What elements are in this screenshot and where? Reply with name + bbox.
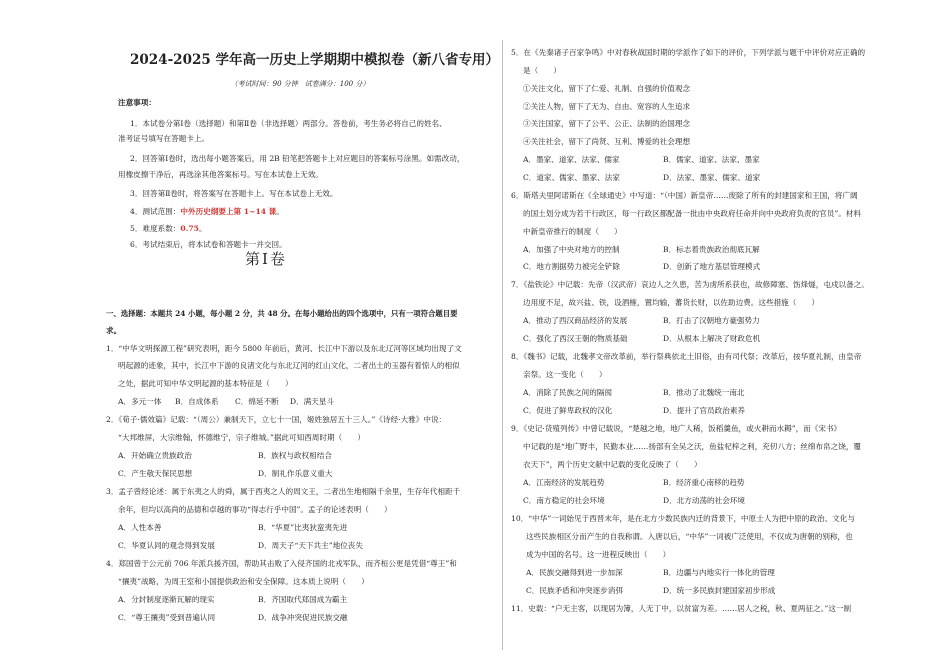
- question-9-option: B．经济重心南移的趋势: [663, 478, 745, 487]
- question-5-option: B．儒家、道家、法家、墨家: [663, 155, 760, 164]
- question-1-line: 明起源的迹象，其中，长江中下游的良渚文化与东北辽河的红山文化，二者出土的玉器有着惊人的相似: [118, 361, 460, 370]
- question-6-option: A．加强了中央对地方的控制: [523, 245, 620, 254]
- question-9-line: 9．《史记·货殖列传》中曾记载说，“楚越之地，地广人稀，饭稻羹鱼，或火耕而水耨”，而《宋书》: [511, 424, 842, 433]
- question-8-option: C．促进了鲜卑政权的汉化: [523, 406, 613, 415]
- exam-title: 2024-2025 学年高一历史上学期期中模拟卷（新八省专用）: [130, 52, 499, 68]
- question-4-line: 4．郑国曾于公元前 706 年派兵援齐国，帮助其击败了入侵齐国的北戎军队，而齐桓公更是凭借“尊王”和: [106, 559, 457, 568]
- notice-line: 3．回答第Ⅱ卷时，将答案写在答题卡上。写在本试卷上无效。: [130, 189, 338, 198]
- question-4-option: C．“尊王攘夷”受到普遍认同: [118, 613, 216, 622]
- question-6-line: 的国土划分成为若干行政区，每一行政区都配备一批由中央政府任命并向中央政府负责的官员”。材料: [523, 209, 862, 218]
- question-5-line: 是（ ）: [523, 66, 561, 75]
- question-6-option: D．创新了地方基层管理模式: [663, 262, 761, 271]
- question-2-option: D．制礼作乐意义重大: [258, 469, 333, 478]
- question-5-item: ②关注人物，留下了无为、自由、宽容的人生追求: [523, 102, 691, 111]
- question-2-line: “大邦维屏，大宗维翰，怀德维宁，宗子维城。”据此可知西周时期（ ）: [118, 433, 365, 442]
- question-7-option: B．打击了汉朝地方豪强势力: [663, 316, 760, 325]
- volume-heading: 第Ⅰ卷: [245, 250, 287, 268]
- question-4-option: D．战争冲突促进民族交融: [258, 613, 348, 622]
- notice-line: 1．本试卷分第Ⅰ卷（选择题）和第Ⅱ卷（非选择题）两部分。答卷前，考生务必将自己的姓名、: [130, 119, 447, 128]
- notice-5-suffix: 。: [198, 224, 207, 233]
- question-7-option: A．推动了西汉商品经济的发展: [523, 316, 628, 325]
- question-10-option: C．民族矛盾和冲突逐步消弭: [526, 586, 623, 595]
- question-9-line: 中记载的是“地广野丰，民勤本业……扬部有全吴之沃，鱼盐杞梓之利，充仞八方；丝绵布帛之饶，覆: [523, 442, 862, 451]
- question-10-option: A．民族交融得到进一步加深: [526, 568, 623, 577]
- question-9-option: D．北方动荡的社会环境: [663, 496, 746, 505]
- test-scope: 中外历史纲要上第 1~14 课: [180, 207, 277, 216]
- question-9-line: 衣天下”，两个历史文献中记载的变化反映了（ ）: [523, 460, 702, 469]
- question-1-option: C．绵延不断: [235, 397, 279, 406]
- notice-4-suffix: 。: [276, 207, 284, 216]
- question-4-line: “攘夷”战略，为周王室和小国提供政治和安全保障。这本质上说明（ ）: [118, 577, 369, 586]
- question-3-line: 3．孟子曾经论述：属于东夷之人的舜，属于西夷之人的周文王，二者出生地相隔千余里，生存年代相距千: [106, 487, 461, 496]
- question-7-line: 7．《盐铁论》中记载：先帝（汉武帝）哀边人之久患，苦为虏所系获也，故修障塞、饬烽燧，屯戍以备之。: [511, 280, 869, 289]
- question-10-line: 成为中国的名号。这一进程反映出（ ）: [526, 550, 671, 559]
- notice-line-5: [130, 224, 207, 234]
- question-1-option: B．自成体系: [175, 397, 219, 406]
- question-6-option: B．标志着贵族政治彻底瓦解: [663, 245, 760, 254]
- notice-5-prefix: 5．难度系数：: [130, 224, 181, 233]
- notice-line-4: [130, 207, 284, 217]
- notice-4-prefix: 4．测试范围：: [130, 207, 181, 216]
- question-6-option: C．地方割据势力被完全铲除: [523, 262, 620, 271]
- question-10-line: 这些民族相区分而产生的自我称谓。入唐以后，“中华”一词被广泛使用，不仅成为唐朝的别称，也: [526, 532, 853, 541]
- question-7-line: 边用度不足，故兴盐、铁，设酒榷，置均输，蕃货长财，以佐助边费。这些措施（ ）: [523, 298, 820, 307]
- question-5-item: ④关注社会，留下了尚贤、互利、博爱的社会理想: [523, 137, 691, 146]
- question-1-line: 1．“中华文明探源工程”研究表明，距今 5800 年前后，黄河、长江中下游以及东北辽河等区域均出现了文: [106, 344, 462, 353]
- question-8-option: A．消除了民族之间的隔阂: [523, 388, 613, 397]
- column-divider: [502, 40, 503, 650]
- section-heading-cont: 求。: [106, 326, 122, 335]
- question-7-option: C．强化了西汉王朝的物质基础: [523, 334, 628, 343]
- question-11-line: 11．史载：“户无主客，以现居为簿，人无丁中，以贫富为差。……居人之税，秋、夏两征之。”这一制: [511, 604, 852, 613]
- question-1-option: A．多元一体: [118, 397, 162, 406]
- question-2-line: 2．《荀子·儒效篇》记载：“（周公）兼制天下，立七十一国，姬姓独居五十三人。”《诗经·大雅》中说：: [106, 415, 447, 424]
- question-3-option: A．人性本善: [118, 523, 162, 532]
- question-6-line: 6．斯塔夫里阿诺斯在《全球通史》中写道：“（中国）新皇帝……废除了所有的封建国家和王国，将广阔: [511, 191, 858, 200]
- question-2-option: C．产生敬天保民思想: [118, 469, 193, 478]
- question-5-item: ①关注文化，留下了仁爱、礼制、自强的价值观念: [523, 84, 691, 93]
- question-3-option: C．华夏认同的观念得到发展: [118, 541, 215, 550]
- notice-line: 6．考试结束后，将本试卷和答题卡一并交回。: [130, 240, 287, 249]
- question-8-option: D．提升了官员政治素养: [663, 406, 746, 415]
- question-6-line: 中新皇帝推行的制度（ ）: [523, 227, 622, 236]
- exam-meta: （考试时间：90 分钟 试卷满分：100 分）: [230, 80, 370, 88]
- question-4-option: B．齐国取代郑国成为霸主: [258, 595, 348, 604]
- question-10-option: B．边疆与内地实行一体化的管理: [663, 568, 775, 577]
- question-1-line: 之处，据此可知中华文明起源的基本特征是（ ）: [118, 379, 293, 388]
- question-8-line: 8．《魏书》记载，北魏孝文帝改革前，举行祭典依北土旧俗，由有司代祭；改革后，按华夏礼制，由皇帝: [511, 352, 862, 361]
- notice-line: 用橡皮擦干净后，再选涂其他答案标号。写在本试卷上无效。: [118, 170, 324, 179]
- question-5-option: C．道家、儒家、墨家、法家: [523, 173, 620, 182]
- question-8-line: 亲祭。这一变化（ ）: [523, 370, 607, 379]
- notice-line: 准考证号填写在答题卡上。: [118, 134, 210, 143]
- question-5-item: ③关注国家，留下了公平、公正、法制的治国理念: [523, 119, 691, 128]
- question-10-option: D．统一多民族封建国家初步形成: [663, 586, 776, 595]
- question-3-line: 余年，但均以高尚的品德和卓越的事功“得志行乎中国”。孟子的论述表明（ ）: [118, 505, 392, 514]
- notice-line: 2．回答第Ⅰ卷时，选出每小题答案后，用 2B 铅笔把答题卡上对应题目的答案标号涂黑。如需改动，: [130, 154, 465, 163]
- question-10-line: 10．“中华”一词始见于西晋末年，是在北方少数民族内迁的背景下，中原士人为把中原的政治、文化与: [511, 514, 855, 523]
- question-7-option: D．从根本上解决了财政危机: [663, 334, 761, 343]
- question-1-option: D．满天星斗: [290, 397, 335, 406]
- question-2-option: A．开始确立贵族政治: [118, 451, 192, 460]
- question-4-option: A．分封制度逐渐瓦解的现实: [118, 595, 215, 604]
- section-heading: 一、选择题：本题共 24 小题，每小题 2 分，共 48 分。在每小题给出的四个选项中，只有一项符合题目要: [106, 309, 458, 318]
- question-3-option: D．周天子“天下共主”地位丧失: [258, 541, 363, 550]
- question-9-option: C．南方稳定的社会环境: [523, 496, 605, 505]
- question-5-option: A．墨家、道家、法家、儒家: [523, 155, 620, 164]
- question-9-option: A．江南经济的发展趋势: [523, 478, 605, 487]
- question-8-option: B．推动了北魏统一南北: [663, 388, 745, 397]
- question-5-option: D．法家、墨家、儒家、道家: [663, 173, 761, 182]
- notice-heading: 注意事项：: [118, 98, 156, 107]
- difficulty-value: 0.75: [180, 224, 199, 233]
- question-3-option: B．“华夏”比夷狄蛮夷先进: [258, 523, 348, 532]
- question-2-option: B．族权与政权相结合: [258, 451, 332, 460]
- question-5-line: 5．在《先秦诸子百家争鸣》中对春秋战国时期的学派作了如下的评价，下列学派与题干中评价对应正确的: [511, 48, 866, 57]
